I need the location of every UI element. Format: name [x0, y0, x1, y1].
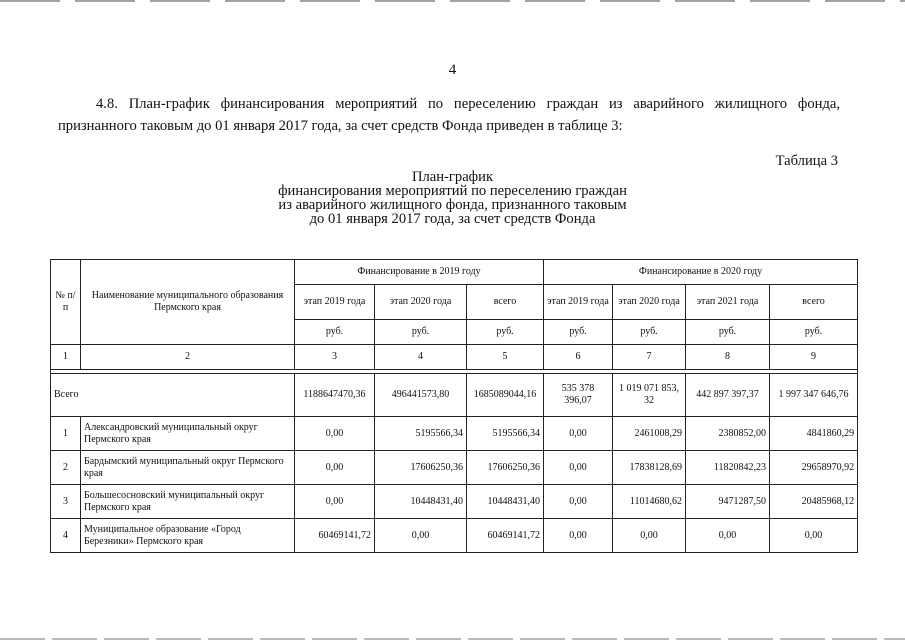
row-value: 17838128,69 — [613, 451, 686, 485]
header-sub: этап 2020 года — [613, 285, 686, 320]
table-title-line: до 01 января 2017 года, за счет средств Фонда — [309, 211, 596, 227]
index-cell: 8 — [686, 345, 770, 370]
row-value: 0,00 — [295, 451, 375, 485]
index-cell: 6 — [544, 345, 613, 370]
row-value: 60469141,72 — [295, 519, 375, 553]
row-name: Бардымский муниципальный округ Пермского края — [81, 451, 295, 485]
row-value: 0,00 — [544, 485, 613, 519]
row-value: 0,00 — [375, 519, 467, 553]
header-num: № п/п — [51, 260, 81, 345]
row-value: 4841860,29 — [770, 417, 858, 451]
table-row — [51, 519, 858, 553]
row-value: 11014680,62 — [613, 485, 686, 519]
paragraph-line-2: признанного таковым до 01 января 2017 года, за счет средств Фонда приведен в таблице 3: — [58, 118, 623, 134]
row-value: 10448431,40 — [467, 485, 544, 519]
header-sub: этап 2019 года — [295, 285, 375, 320]
index-cell: 1 — [51, 345, 81, 370]
row-name: Большесосновский муниципальный округ Пермского края — [81, 485, 295, 519]
financing-table — [50, 259, 858, 553]
row-value: 5195566,34 — [375, 417, 467, 451]
header-sub: всего — [467, 285, 544, 320]
row-value: 0,00 — [544, 417, 613, 451]
total-row — [51, 374, 858, 417]
row-value: 29658970,92 — [770, 451, 858, 485]
row-value: 20485968,12 — [770, 485, 858, 519]
header-sub: этап 2019 года — [544, 285, 613, 320]
row-num: 1 — [51, 417, 81, 451]
header-unit: руб. — [375, 320, 467, 345]
row-value: 9471287,50 — [686, 485, 770, 519]
header-sub: этап 2020 года — [375, 285, 467, 320]
table-row — [51, 485, 858, 519]
index-cell: 2 — [81, 345, 295, 370]
row-value: 17606250,36 — [375, 451, 467, 485]
page-number: 4 — [448, 62, 457, 78]
table-title-line: План-график — [411, 169, 494, 185]
row-num: 2 — [51, 451, 81, 485]
row-value: 2461008,29 — [613, 417, 686, 451]
row-value: 0,00 — [613, 519, 686, 553]
table-title — [0, 170, 905, 226]
row-value: 0,00 — [686, 519, 770, 553]
row-name: Александровский муниципальный округ Пермского края — [81, 417, 295, 451]
total-value: 1 997 347 646,76 — [770, 374, 858, 417]
header-unit: руб. — [770, 320, 858, 345]
paragraph — [58, 93, 840, 137]
row-value: 17606250,36 — [467, 451, 544, 485]
index-cell: 3 — [295, 345, 375, 370]
table-label: Таблица 3 — [775, 153, 838, 169]
row-value: 0,00 — [544, 519, 613, 553]
row-num: 3 — [51, 485, 81, 519]
total-value: 535 378 396,07 — [544, 374, 613, 417]
row-value: 0,00 — [770, 519, 858, 553]
header-unit: руб. — [295, 320, 375, 345]
header-unit: руб. — [467, 320, 544, 345]
header-name: Наименование муниципального образования Пермского края — [81, 260, 295, 345]
index-cell: 9 — [770, 345, 858, 370]
index-cell: 5 — [467, 345, 544, 370]
row-value: 0,00 — [295, 485, 375, 519]
row-value: 0,00 — [544, 451, 613, 485]
total-value: 1 019 071 853, 32 — [613, 374, 686, 417]
total-value: 1685089044,16 — [467, 374, 544, 417]
row-value: 11820842,23 — [686, 451, 770, 485]
header-sub: всего — [770, 285, 858, 320]
paragraph-line-1: 4.8. План-график финансирования мероприятий по переселению граждан из аварийного жилищного фонда, — [96, 96, 840, 112]
table-title-line: из аварийного жилищного фонда, признанного таковым — [278, 197, 627, 213]
header-unit: руб. — [544, 320, 613, 345]
header-unit: руб. — [613, 320, 686, 345]
table-title-line: финансирования мероприятий по переселению граждан — [278, 183, 627, 199]
total-label: Всего — [51, 374, 295, 417]
total-value: 442 897 397,37 — [686, 374, 770, 417]
header-unit: руб. — [686, 320, 770, 345]
total-value: 496441573,80 — [375, 374, 467, 417]
total-value: 1188647470,36 — [295, 374, 375, 417]
index-cell: 4 — [375, 345, 467, 370]
row-value: 10448431,40 — [375, 485, 467, 519]
header-sub: этап 2021 года — [686, 285, 770, 320]
index-cell: 7 — [613, 345, 686, 370]
table-row — [51, 451, 858, 485]
row-num: 4 — [51, 519, 81, 553]
row-name: Муниципальное образование «Город Березники» Пермского края — [81, 519, 295, 553]
header-group-2020: Финансирование в 2020 году — [544, 260, 858, 285]
row-value: 2380852,00 — [686, 417, 770, 451]
row-value: 5195566,34 — [467, 417, 544, 451]
row-value: 60469141,72 — [467, 519, 544, 553]
row-value: 0,00 — [295, 417, 375, 451]
scan-edge-top — [0, 0, 905, 2]
table-row — [51, 417, 858, 451]
header-group-2019: Финансирование в 2019 году — [295, 260, 544, 285]
